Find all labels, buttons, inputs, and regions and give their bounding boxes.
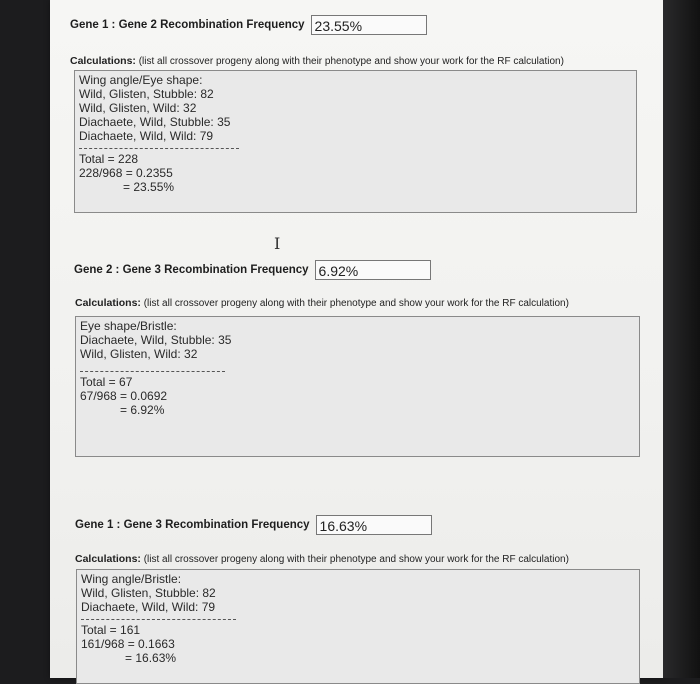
- calc-fraction: 161/968 = 0.1663: [81, 637, 175, 651]
- dashed-divider: [80, 371, 225, 372]
- calc-result: = 6.92%: [120, 403, 165, 417]
- calc-line: Wing angle/Bristle:: [81, 572, 182, 586]
- rf-row-gene2-gene3: [74, 258, 431, 282]
- rf-answer-field[interactable]: 6.92%: [315, 260, 431, 280]
- rf-label: Gene 1 : Gene 3 Recombination Frequency: [75, 519, 310, 531]
- calc-line: Wild, Glisten, Wild: 32: [80, 347, 198, 361]
- calculations-textarea[interactable]: [75, 316, 640, 457]
- calc-fraction: 228/968 = 0.2355: [79, 166, 173, 180]
- calc-line: Diachaete, Wild, Wild: 79: [81, 600, 216, 614]
- calculations-heading: Calculations:: [75, 297, 141, 309]
- calc-result: = 23.55%: [123, 180, 175, 194]
- calc-line: Diachaete, Wild, Stubble: 35: [79, 115, 231, 129]
- rf-row-gene1-gene2: [70, 13, 427, 37]
- calculations-instructions: (list all crossover progeny along with their phenotype and show your work for the RF calculation): [135, 56, 564, 67]
- calc-line: Wild, Glisten, Stubble: 82: [81, 586, 216, 600]
- calc-total: Total = 228: [79, 152, 139, 166]
- background-edge: [663, 0, 700, 678]
- calculations-instructions: (list all crossover progeny along with their phenotype and show your work for the RF calculation): [140, 298, 569, 309]
- calc-line: Diachaete, Wild, Stubble: 35: [80, 333, 232, 347]
- calc-line: Wing angle/Eye shape:: [79, 73, 203, 87]
- calc-line: Eye shape/Bristle:: [80, 319, 177, 333]
- calc-line: Wild, Glisten, Stubble: 82: [79, 87, 214, 101]
- rf-answer-field[interactable]: 23.55%: [311, 15, 427, 35]
- rf-label: Gene 2 : Gene 3 Recombination Frequency: [74, 264, 309, 276]
- calc-total: Total = 67: [80, 375, 133, 389]
- calculations-label: [75, 297, 569, 309]
- calculations-instructions: (list all crossover progeny along with their phenotype and show your work for the RF calculation): [140, 554, 569, 565]
- dashed-divider: [79, 148, 239, 149]
- rf-answer-field[interactable]: 16.63%: [316, 515, 432, 535]
- calculations-heading: Calculations:: [70, 55, 136, 67]
- calculations-label: [75, 553, 569, 565]
- calc-line: Diachaete, Wild, Wild: 79: [79, 129, 214, 143]
- worksheet-page: [50, 0, 663, 678]
- dashed-divider: [81, 619, 236, 620]
- calc-result: = 16.63%: [125, 651, 177, 665]
- calculations-label: [70, 55, 564, 67]
- text-cursor-icon: I: [274, 234, 281, 253]
- calc-total: Total = 161: [81, 623, 141, 637]
- rf-row-gene1-gene3: [75, 513, 432, 537]
- calculations-heading: Calculations:: [75, 553, 141, 565]
- calc-fraction: 67/968 = 0.0692: [80, 389, 168, 403]
- rf-label: Gene 1 : Gene 2 Recombination Frequency: [70, 19, 305, 31]
- calc-line: Wild, Glisten, Wild: 32: [79, 101, 197, 115]
- calculations-textarea[interactable]: [74, 70, 637, 213]
- calculations-textarea[interactable]: [76, 569, 640, 684]
